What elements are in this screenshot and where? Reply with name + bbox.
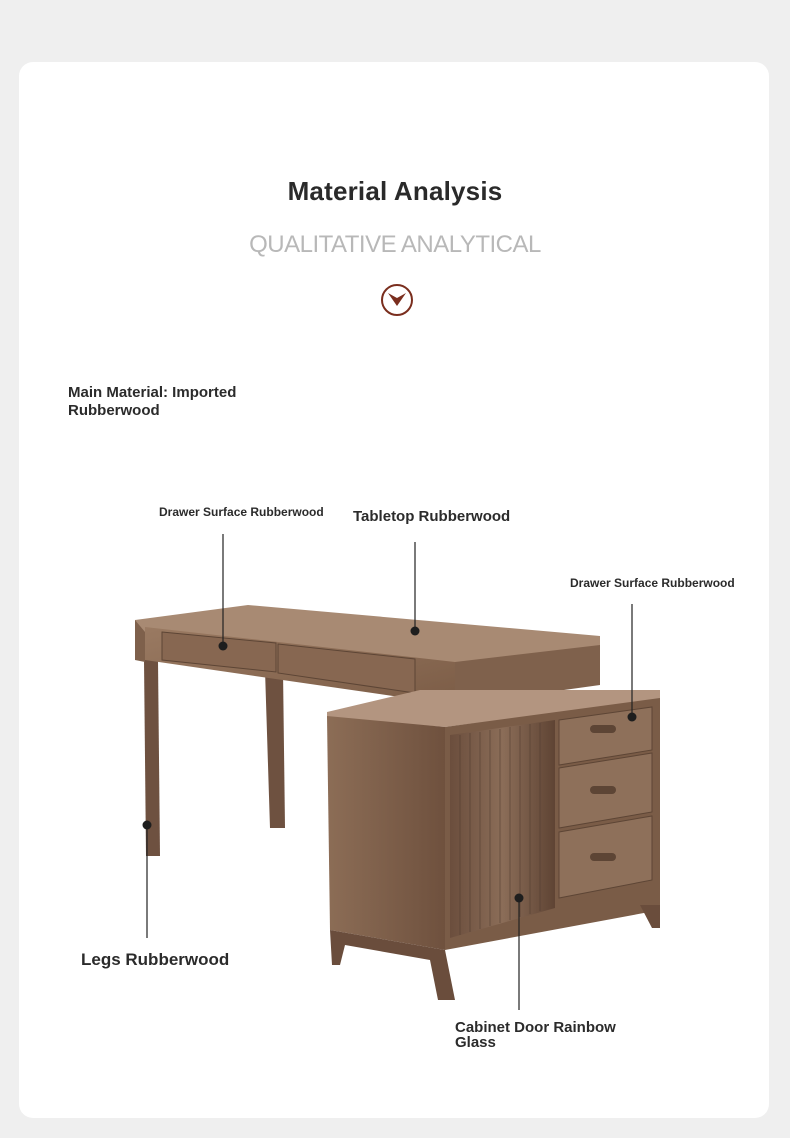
callout-tabletop: Tabletop Rubberwood bbox=[353, 508, 511, 525]
callout-drawer-surface-left: Drawer Surface Rubberwood bbox=[159, 505, 324, 519]
main-material-label: Main Material: Imported Rubberwood bbox=[68, 384, 237, 419]
page-title: Material Analysis bbox=[287, 176, 503, 206]
desk-legs bbox=[144, 660, 285, 856]
cabinet bbox=[327, 690, 660, 1000]
callout-drawer-surface-right: Drawer Surface Rubberwood bbox=[570, 576, 735, 590]
page-subtitle: QUALITATIVE ANALYTICAL bbox=[249, 231, 541, 258]
callout-legs: Legs Rubberwood bbox=[81, 950, 230, 969]
callout-cabinet-door: Cabinet Door Rainbow Glass bbox=[455, 1019, 616, 1051]
